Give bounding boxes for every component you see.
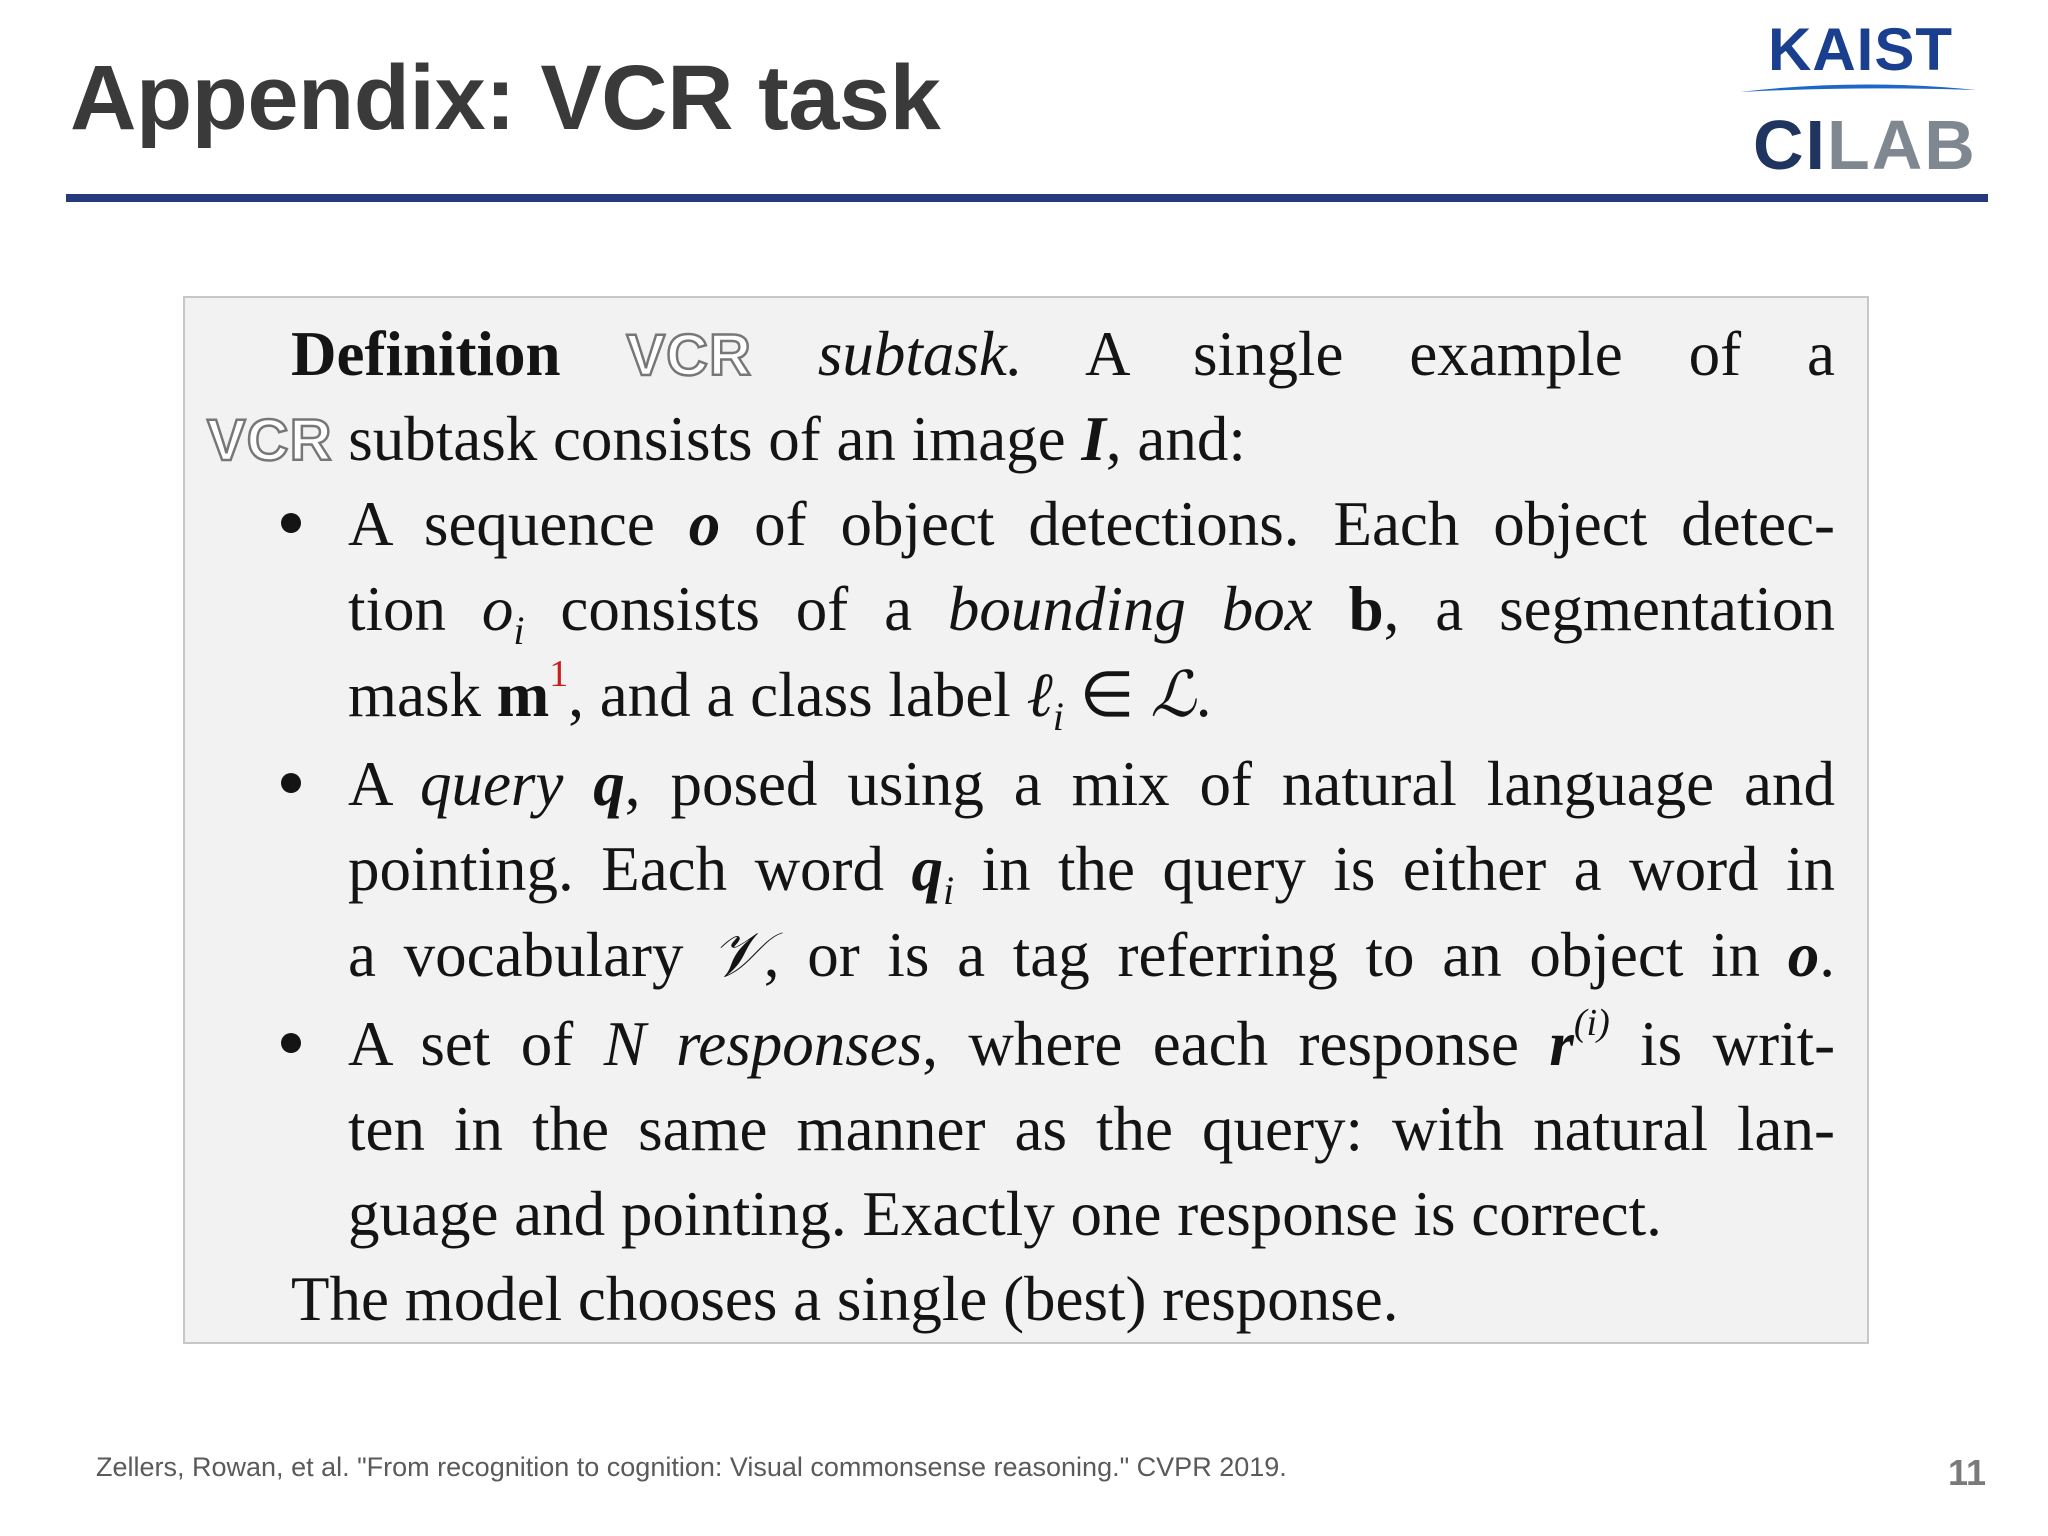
sym-o: o <box>1787 920 1820 990</box>
b1-text-a: A sequence <box>348 489 655 559</box>
intro-rest: A single example of a <box>1085 319 1836 389</box>
bounding-box-word: bounding box <box>947 574 1313 644</box>
logo-kaist-text: KAIST <box>1768 16 1953 83</box>
definition-closing: The model chooses a single (best) response. <box>291 1264 1399 1334</box>
intro-line2: subtask consists of an image <box>348 404 1066 474</box>
sym-q: q <box>593 749 625 819</box>
sym-r: r <box>1549 1009 1574 1079</box>
slide-title: Appendix: VCR task <box>70 47 941 149</box>
logo-lab: LAB <box>1827 106 1977 184</box>
sub-i: i <box>513 608 525 653</box>
b1-l3-a: mask <box>348 660 481 730</box>
vcr-logo-icon: VCR <box>207 408 333 473</box>
element-of-symbol: ∈ <box>1079 660 1135 730</box>
sup-i: (i) <box>1573 1002 1610 1044</box>
bullet-3-line-1 <box>348 1002 1835 1087</box>
bullet-1-line-1 <box>348 482 1835 567</box>
bullet-2-line-1 <box>348 742 1835 827</box>
b2-l2-a: pointing. Each word <box>348 834 885 904</box>
bullet-1-dot <box>281 513 301 533</box>
query-word: query <box>419 749 564 819</box>
logo-swoosh-icon <box>1738 80 1978 100</box>
sym-script-v: 𝒱 <box>711 918 764 991</box>
vcr-logo-icon: VCR <box>626 323 752 388</box>
b1-l2-a: tion <box>348 574 447 644</box>
kaist-cilab-logo <box>1738 16 1978 184</box>
page-number: 11 <box>1948 1452 1987 1493</box>
b3-l1-c: is writ- <box>1640 1009 1836 1079</box>
b3-l1-a: A set of <box>348 1009 574 1079</box>
title-divider <box>66 194 1988 202</box>
b3-l1-b: , where each response <box>922 1009 1519 1079</box>
logo-ci: CI <box>1753 106 1827 184</box>
b1-l2-c: , a segmentation <box>1383 574 1835 644</box>
footnote-marker: 1 <box>549 653 569 695</box>
definition-heading: Definition <box>291 319 561 389</box>
responses-word: responses <box>676 1009 923 1079</box>
citation: Zellers, Rowan, et al. "From recognition to cognition: Visual commonsense reasoning." CVPR 2019. <box>96 1452 1287 1482</box>
bullet-2-line-3 <box>348 912 1835 998</box>
sym-m: m <box>496 660 550 730</box>
sym-n: N <box>603 1009 646 1079</box>
b2-l3-a: a vocabulary <box>348 920 684 990</box>
bullet-3-dot <box>281 1033 301 1053</box>
b1-text-b: of object detections. Each object detec- <box>754 489 1836 559</box>
b2-l1-b: , posed using a mix of natural language and <box>624 749 1835 819</box>
b1-l3-b: , and a class label <box>568 660 1011 730</box>
bullet-1-line-2 <box>348 567 1835 652</box>
sym-b: b <box>1348 574 1384 644</box>
definition-line-1 <box>291 312 1835 398</box>
b2-l2-b: in the query is either a word in <box>981 834 1835 904</box>
b2-l3-b: , or is a tag referring to an object in <box>763 920 1761 990</box>
logo-cilab-text <box>1753 106 1977 184</box>
bullet-1-line-3 <box>348 652 1211 738</box>
b2-l3-end: . <box>1819 920 1836 990</box>
sym-oi: o <box>481 574 514 644</box>
intro-line2-end: , and: <box>1105 404 1246 474</box>
sym-qi: q <box>911 834 943 904</box>
bullet-2-dot <box>281 773 301 793</box>
b2-l1-a: A <box>348 749 391 819</box>
sub-i: i <box>1052 694 1064 739</box>
bullet-3-line-2: ten in the same manner as the query: with natural lan- <box>348 1094 1835 1164</box>
bullet-3-line-3: guage and pointing. Exactly one response is correct. <box>348 1179 1662 1249</box>
sym-script-l: ℒ <box>1150 658 1196 731</box>
sub-i: i <box>943 868 955 913</box>
definition-line-2 <box>207 397 1246 483</box>
subtask-word: subtask. <box>817 319 1023 389</box>
b1-l2-b: consists of a <box>560 574 913 644</box>
b1-l3-end: . <box>1195 660 1212 730</box>
definition-box <box>183 296 1869 1344</box>
image-symbol: I <box>1081 404 1106 474</box>
bullet-2-line-2 <box>348 827 1835 912</box>
sym-o: o <box>688 489 721 559</box>
sym-ell: ℓ <box>1026 660 1053 730</box>
